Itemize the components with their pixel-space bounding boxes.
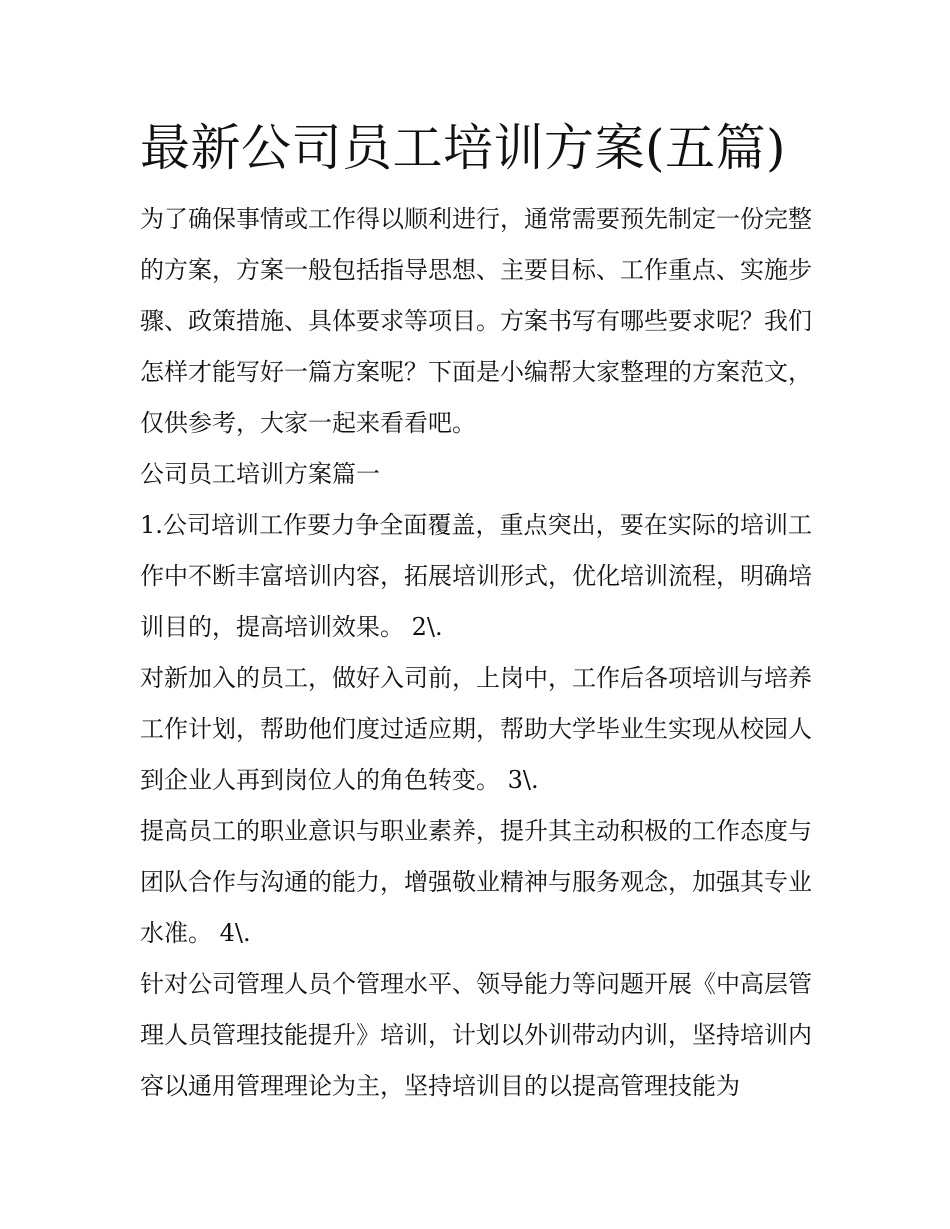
section-heading: 公司员工培训方案篇一	[140, 460, 380, 488]
paragraph-item-4: 针对公司管理人员个管理水平、领导能力等问题开展《中高层管理人员管理技能提升》培训，计划以外训带动内训，坚持培训内容以通用管理理论为主，坚持培训目的以提高管理技能为	[140, 970, 812, 1100]
paragraph-item-2: 对新加入的员工，做好入司前，上岗中，工作后各项培训与培养工作计划，帮助他们度过适应期，帮助大学毕业生实现从校园人到企业人再到岗位人的角色转变。 3\.	[140, 664, 812, 794]
intro-paragraph: 为了确保事情或工作得以顺利进行，通常需要预先制定一份完整的方案，方案一般包括指导思想、主要目标、工作重点、实施步骤、政策措施、具体要求等项目。方案书写有哪些要求呢？我们怎样才能写好一篇方案呢？下面是小编帮大家整理的方案范文，仅供参考，大家一起来看看吧。	[140, 205, 812, 437]
paragraph-item-3: 提高员工的职业意识与职业素养，提升其主动积极的工作态度与团队合作与沟通的能力，增强敬业精神与服务观念，加强其专业水准。 4\.	[140, 817, 812, 947]
document-title: 最新公司员工培训方案(五篇)	[140, 119, 787, 177]
document-body	[140, 112, 812, 1112]
paragraph-item-1: 1.公司培训工作要力争全面覆盖，重点突出，要在实际的培训工作中不断丰富培训内容，拓展培训形式，优化培训流程，明确培训目的，提高培训效果。 2\.	[140, 511, 812, 641]
